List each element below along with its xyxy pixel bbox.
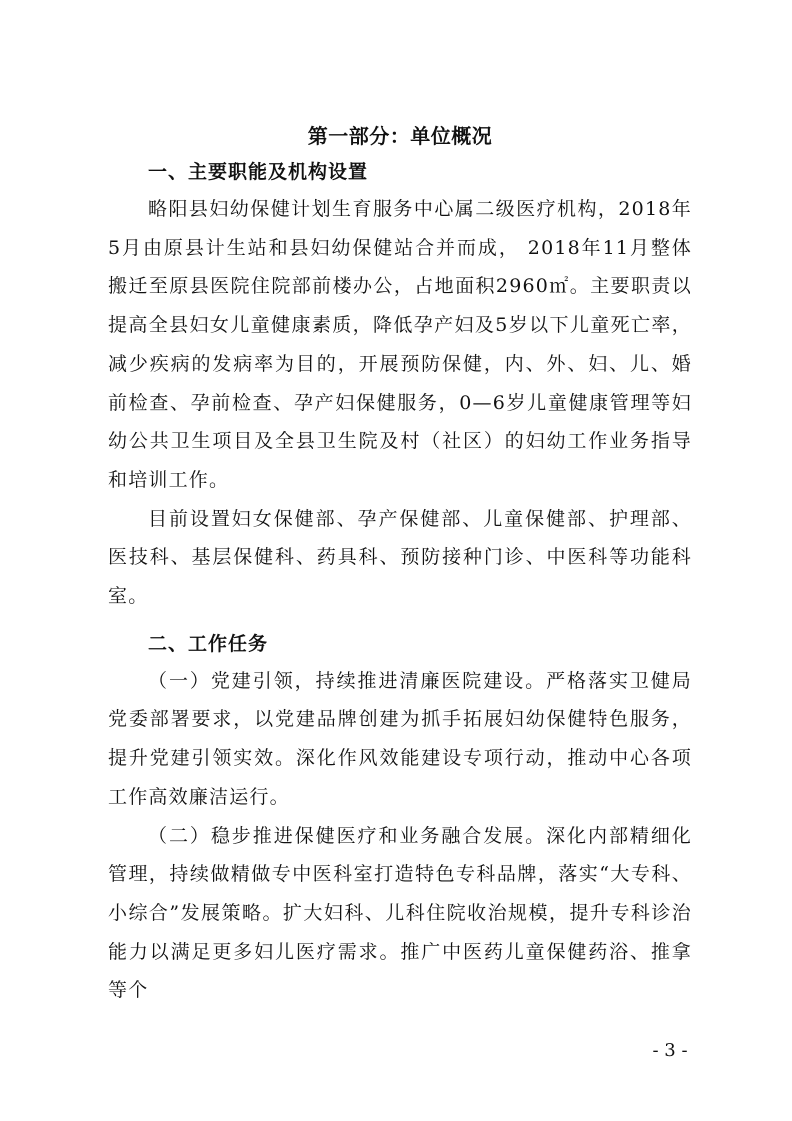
section-heading: 二、工作任务 bbox=[148, 632, 269, 655]
section-gap bbox=[108, 616, 692, 626]
paragraph: 目前设置妇女保健部、孕产保健部、儿童保健部、护理部、医技科、基层保健科、药具科、预防接种门诊、中医科等功能科室。 bbox=[108, 507, 692, 608]
page-number: - 3 - bbox=[652, 1040, 688, 1061]
section-heading: 一、主要职能及机构设置 bbox=[148, 161, 369, 183]
page-title: 第一部分：单位概况 bbox=[307, 124, 493, 148]
page-content bbox=[108, 118, 692, 1010]
paragraph: （一）党建引领，持续推进清廉医院建设。严格落实卫健局党委部署要求，以党建品牌创建为抓手拓展妇幼保健特色服务，提升党建引领实效。深化作风效能建设专项行动，推动中心各项工作高效廉洁运行。 bbox=[108, 669, 692, 808]
paragraph: （二）稳步推进保健医疗和业务融合发展。深化内部精细化管理，持续做精做专中医科室打造特色专科品牌，落实“大专科、小综合”发展策略。扩大妇科、儿科住院收治规模，提升专科诊治能力以满足更多妇儿医疗需求。推广中医药儿童保健药浴、推拿等个 bbox=[108, 824, 692, 1002]
paragraph: 略阳县妇幼保健计划生育服务中心属二级医疗机构，2018年5月由原县计生站和县妇幼保健站合并而成， 2018年11月整体搬迁至原县医院住院部前楼办公，占地面积2960㎡。主要职责以提高全县妇女儿童健康素质，降低孕产妇及5岁以下儿童死亡率，减少疾病的发病率为目的，开展预防保健，内、外、妇、儿、婚前检查、孕前检查、孕产妇保健服务，0—6岁儿童健康管理等妇幼公共卫生项目及全县卫生院及村（社区）的妇幼工作业务指导和培训工作。 bbox=[108, 198, 692, 491]
